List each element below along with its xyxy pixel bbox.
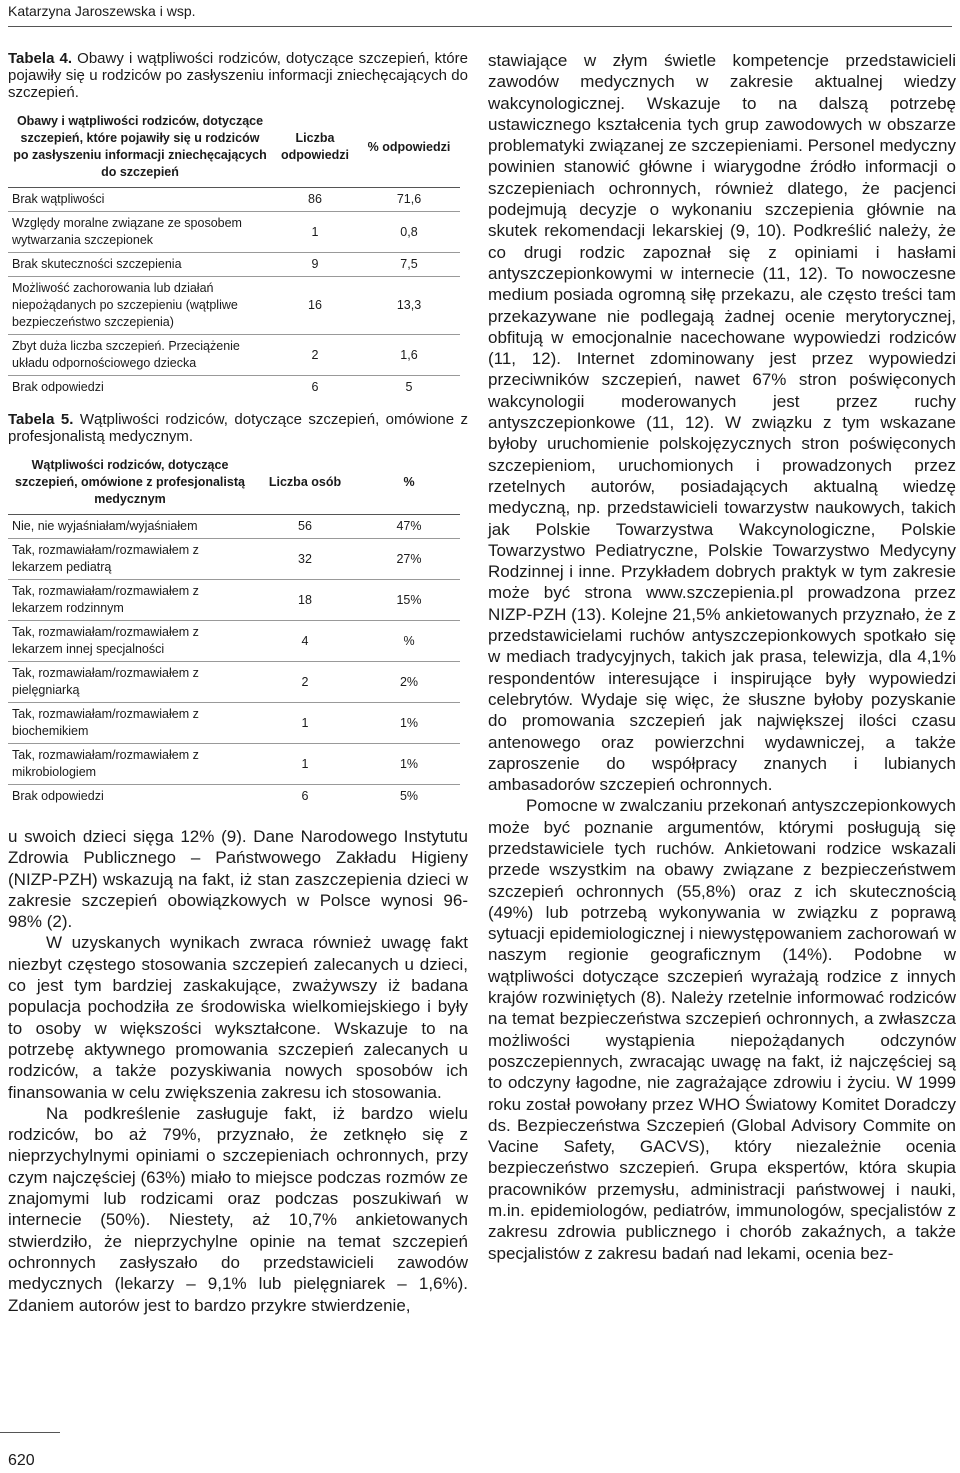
row-count: 2 [252,662,358,703]
row-label: Tak, rozmawiałam/rozmawiałem z lekarzem rodzinnym [8,580,252,621]
row-percent: 5 [358,376,460,400]
row-percent: 7,5 [358,253,460,277]
table-row [8,621,460,662]
body-paragraph: Pomocne w zwalczaniu przekonań antyszczepionkowych może być poznanie argumentów, którymi posługują się przedstawiciele tych ruchów. Ankietowani rodzice wskazali przede wszystkim na obawy związane z bezpieczeństwem szczepień ochronnych (55,8%) oraz z ich skutecznością (49%) lub potrzebą wykonywania w związku z poprawą sytuacji epidemiologicznej i niewystępowaniem zachorowań w naszym regionie geograficznym (14%). Podobne w wątpliwości dotyczące szczepień wyrażają rodzice z innych krajów rozwiniętych (8). Należy rzetelnie informować rodziców na temat bezpieczeństwa szczepień ochronnych, a zwłaszcza możliwości wystąpienia niepożądanych odczynów poszczepiennych, zwracając uwagę na fakt, iż najczęściej są to odczyny łagodne, nie zagrażające zdrowiu i życiu. W 1999 roku został powołany przez WHO Światowy Komitet Doradczy ds. Bezpieczeństwa Szczepień (Global Advisory Commite on Vacine Safety, GACVS), który niezależnie ocenia bezpieczeństwo szczepień. Grupa ekspertów, która skupia pracowników przemysłu, administracji państwowej i nauki, m.in. epidemiologów, pediatrów, immunologów, specjalistów z zakresu zdrowia publicznego i chorób zakaźnych, a także specjalistów z zakresu badań nad lekami, ocenia bez- [488,796,956,1263]
right-column [488,50,956,1264]
row-count: 1 [272,212,358,253]
table-row [8,212,460,253]
table5-caption [8,411,468,445]
table-row [8,335,460,376]
table5-header-count: Liczba osób [252,453,358,515]
row-count: 1 [252,703,358,744]
table5-header-percent: % [358,453,460,515]
row-count: 9 [272,253,358,277]
table4 [8,109,460,399]
row-label: Brak odpowiedzi [8,785,252,809]
table4-caption [8,50,468,101]
row-label: Tak, rozmawiałam/rozmawiałem z biochemikiem [8,703,252,744]
row-percent: 27% [358,539,460,580]
row-percent: 2% [358,662,460,703]
row-percent: % [358,621,460,662]
row-percent: 1% [358,703,460,744]
table5 [8,453,460,808]
table-row [8,376,460,400]
row-count: 86 [308,192,322,206]
row-percent: 47% [396,519,422,533]
row-count: 1 [252,744,358,785]
row-label: Brak skuteczności szczepienia [8,253,272,277]
row-count: 6 [252,785,358,809]
row-count: 2 [272,335,358,376]
page-number: 620 [8,1452,35,1469]
left-column [8,50,468,1316]
table-row [8,703,460,744]
row-count: 4 [252,621,358,662]
row-label: Tak, rozmawiałam/rozmawiałem z lekarzem innej specjalności [8,621,252,662]
table-row [8,580,460,621]
row-percent: 0,8 [358,212,460,253]
row-label: Tak, rozmawiałam/rozmawiałem z pielęgniarką [8,662,252,703]
row-count: 18 [252,580,358,621]
table4-header-question: Obawy i wątpliwości rodziców, dotyczące szczepień, które pojawiły się u rodziców po zasłyszeniu informacji zniechęcających do szczepień [8,109,272,188]
table-row [8,785,460,809]
row-percent: 1% [358,744,460,785]
table4-caption-text: Obawy i wątpliwości rodziców, dotyczące szczepień, które pojawiły się u rodziców po zasłyszeniu informacji zniechęcających do szczepień. [8,50,468,101]
table-row [8,539,460,580]
row-percent: 15% [358,580,460,621]
table4-header-percent: % odpowiedzi [358,109,460,188]
row-count: 6 [272,376,358,400]
table5-caption-text: Wątpliwości rodziców, dotyczące szczepień, omówione z profesjonalistą medycznym. [8,411,468,445]
row-count: 32 [252,539,358,580]
row-label: Brak odpowiedzi [8,376,272,400]
row-label: Tak, rozmawiałam/rozmawiałem z mikrobiologiem [8,744,252,785]
row-label: Względy moralne związane ze sposobem wytwarzania szczepionek [8,212,272,253]
table-row [8,188,460,212]
row-percent: 1,6 [358,335,460,376]
row-label: Nie, nie wyjaśniałam/wyjaśniałem [12,519,198,533]
body-paragraph: W uzyskanych wynikach zwraca również uwagę fakt niezbyt częstego stosowania szczepień zalecanych u dzieci, co jest tym bardziej zaskakujące, zważywszy iż badana populacja pochodziła ze środowiska wielkomiejskiego i były to osoby w większości wykształcone. Wskazuje to na potrzebę aktywnego promowania szczepień zalecanych u rodziców, a także pozyskiwania nowych sposobów ich finansowania w celu zwiększenia zakresu ich stosowania. [8,933,468,1102]
row-count: 16 [272,277,358,335]
row-label: Zbyt duża liczba szczepień. Przeciążenie układu odpornościowego dziecka [8,335,272,376]
row-label: Tak, rozmawiałam/rozmawiałem z lekarzem pediatrą [8,539,252,580]
table-row [8,515,460,539]
table4-label: Tabela 4. [8,50,73,67]
table-row [8,662,460,703]
table5-header-question: Wątpliwości rodziców, dotyczące szczepień, omówione z profesjonalistą medycznym [8,453,252,515]
row-label: Brak wątpliwości [12,192,105,206]
row-percent: 13,3 [358,277,460,335]
table-row [8,253,460,277]
body-paragraph: Na podkreślenie zasługuje fakt, iż bardzo wielu rodziców, bo aż 79%, przyznało, że zetknęło się z nieprzychylnymi opiniami o szczepieniach ochronnych, przy czym najczęściej (63%) miało to miejsce podczas rozmów ze znajomymi lub rodzicami oraz podczas poszukiwań w internecie (50%). Niestety, aż 10,7% ankietowanych stwierdziło, że nieprzychylne opinie na temat szczepień ochronnych zasłyszało do przedstawicieli zawodów medycznych (lekarzy – 9,1% lub pielęgniarek – 1,6%). Zdaniem autorów jest to bardzo przykre stwierdzenie, [8,1103,468,1315]
row-label: Możliwość zachorowania lub działań niepożądanych po szczepieniu (wątpliwe bezpieczeństwo szczepienia) [8,277,272,335]
table5-label: Tabela 5. [8,411,74,428]
running-head: Katarzyna Jaroszewska i wsp. [8,0,952,27]
row-count: 56 [298,519,312,533]
row-percent: 71,6 [396,192,422,206]
table-row [8,744,460,785]
body-paragraph: u swoich dzieci sięga 12% (9). Dane Narodowego Instytutu Zdrowia Publicznego – Państwowego Zakładu Higieny (NIZP-PZH) wskazują na fakt, iż stan zaszczepienia dzieci w zakresie szczepień obowiązkowych w Polsce wynosi 96-98% (2). [8,827,468,932]
table4-header-count: Liczba odpowiedzi [272,109,358,188]
footer-divider [0,1432,60,1433]
body-paragraph: stawiające w złym świetle kompetencje przedstawicieli zawodów medycznych w zakresie aktualnej wiedzy wakcynologicznej. Wskazuje to na dalszą potrzebę ustawicznego kształcenia tych grup zawodowych w obszarze problematyki związanej ze szczepieniami. Personel medyczny powinien stanowić główne i wiarygodne źródło informacji o szczepieniach ochronnych, również dlatego, że pacjenci podejmują decyzje o wykonaniu szczepienia głównie na skutek rekomendacji lekarskiej (9, 10). Podkreślić należy, że co drugi rodzic zapoznał się z opiniami i hasłami antyszczepionkowymi w internecie (11, 12). To nowoczesne medium posiada ogromną siłę przekazu, ale często treści tam przekazywane nie podlegają żadnej ocenie merytorycznej, obfitują w emocjonalnie nacechowane wypowiedzi rodziców (11, 12). Internet zdominowany jest przez wypowiedzi przeciwników szczepień, nawet 67% stron poświęconych wakcynologii moderowanych jest przez ruchy antyszczepionkowe (11, 12). W związku z tym wskazane byłoby uruchomienie polskojęzycznych stron poświęconych szczepieniom, uruchomionych i prowadzonych przez rzetelnych autorów, posiadających aktualną wiedzę medyczną, np. przedstawicieli towarzystw naukowych, takich jak Polskie Towarzystwa Wakcynologiczne, Polskie Towarzystwo Pediatryczne, Polskie Towarzystwo Medycyny Rodzinnej i inne. Przykładem dobrych praktyk w tym zakresie może być strona www.szczepienia.pl prowadzona przez NIZP-PZH (13). Kolejne 21,5% ankietowanych przyznało, że z przedstawicielami ruchów antyszczepionkowych spotkało się w mediach tradycyjnych, takich jak prasa, telewizja, dla 4,1% respondentów interesujące i inspirujące były wypowiedzi celebrytów. Wydaje się więc, że słuszne byłoby pozyskanie do promowania szczepień jak największej ilości czasu antenowego oraz powierzchni wydawniczej, a także zaproszenie do współpracy znanych i lubianych ambasadorów szczepień ochronnych. [488,51,956,795]
table-row [8,277,460,335]
row-percent: 5% [358,785,460,809]
